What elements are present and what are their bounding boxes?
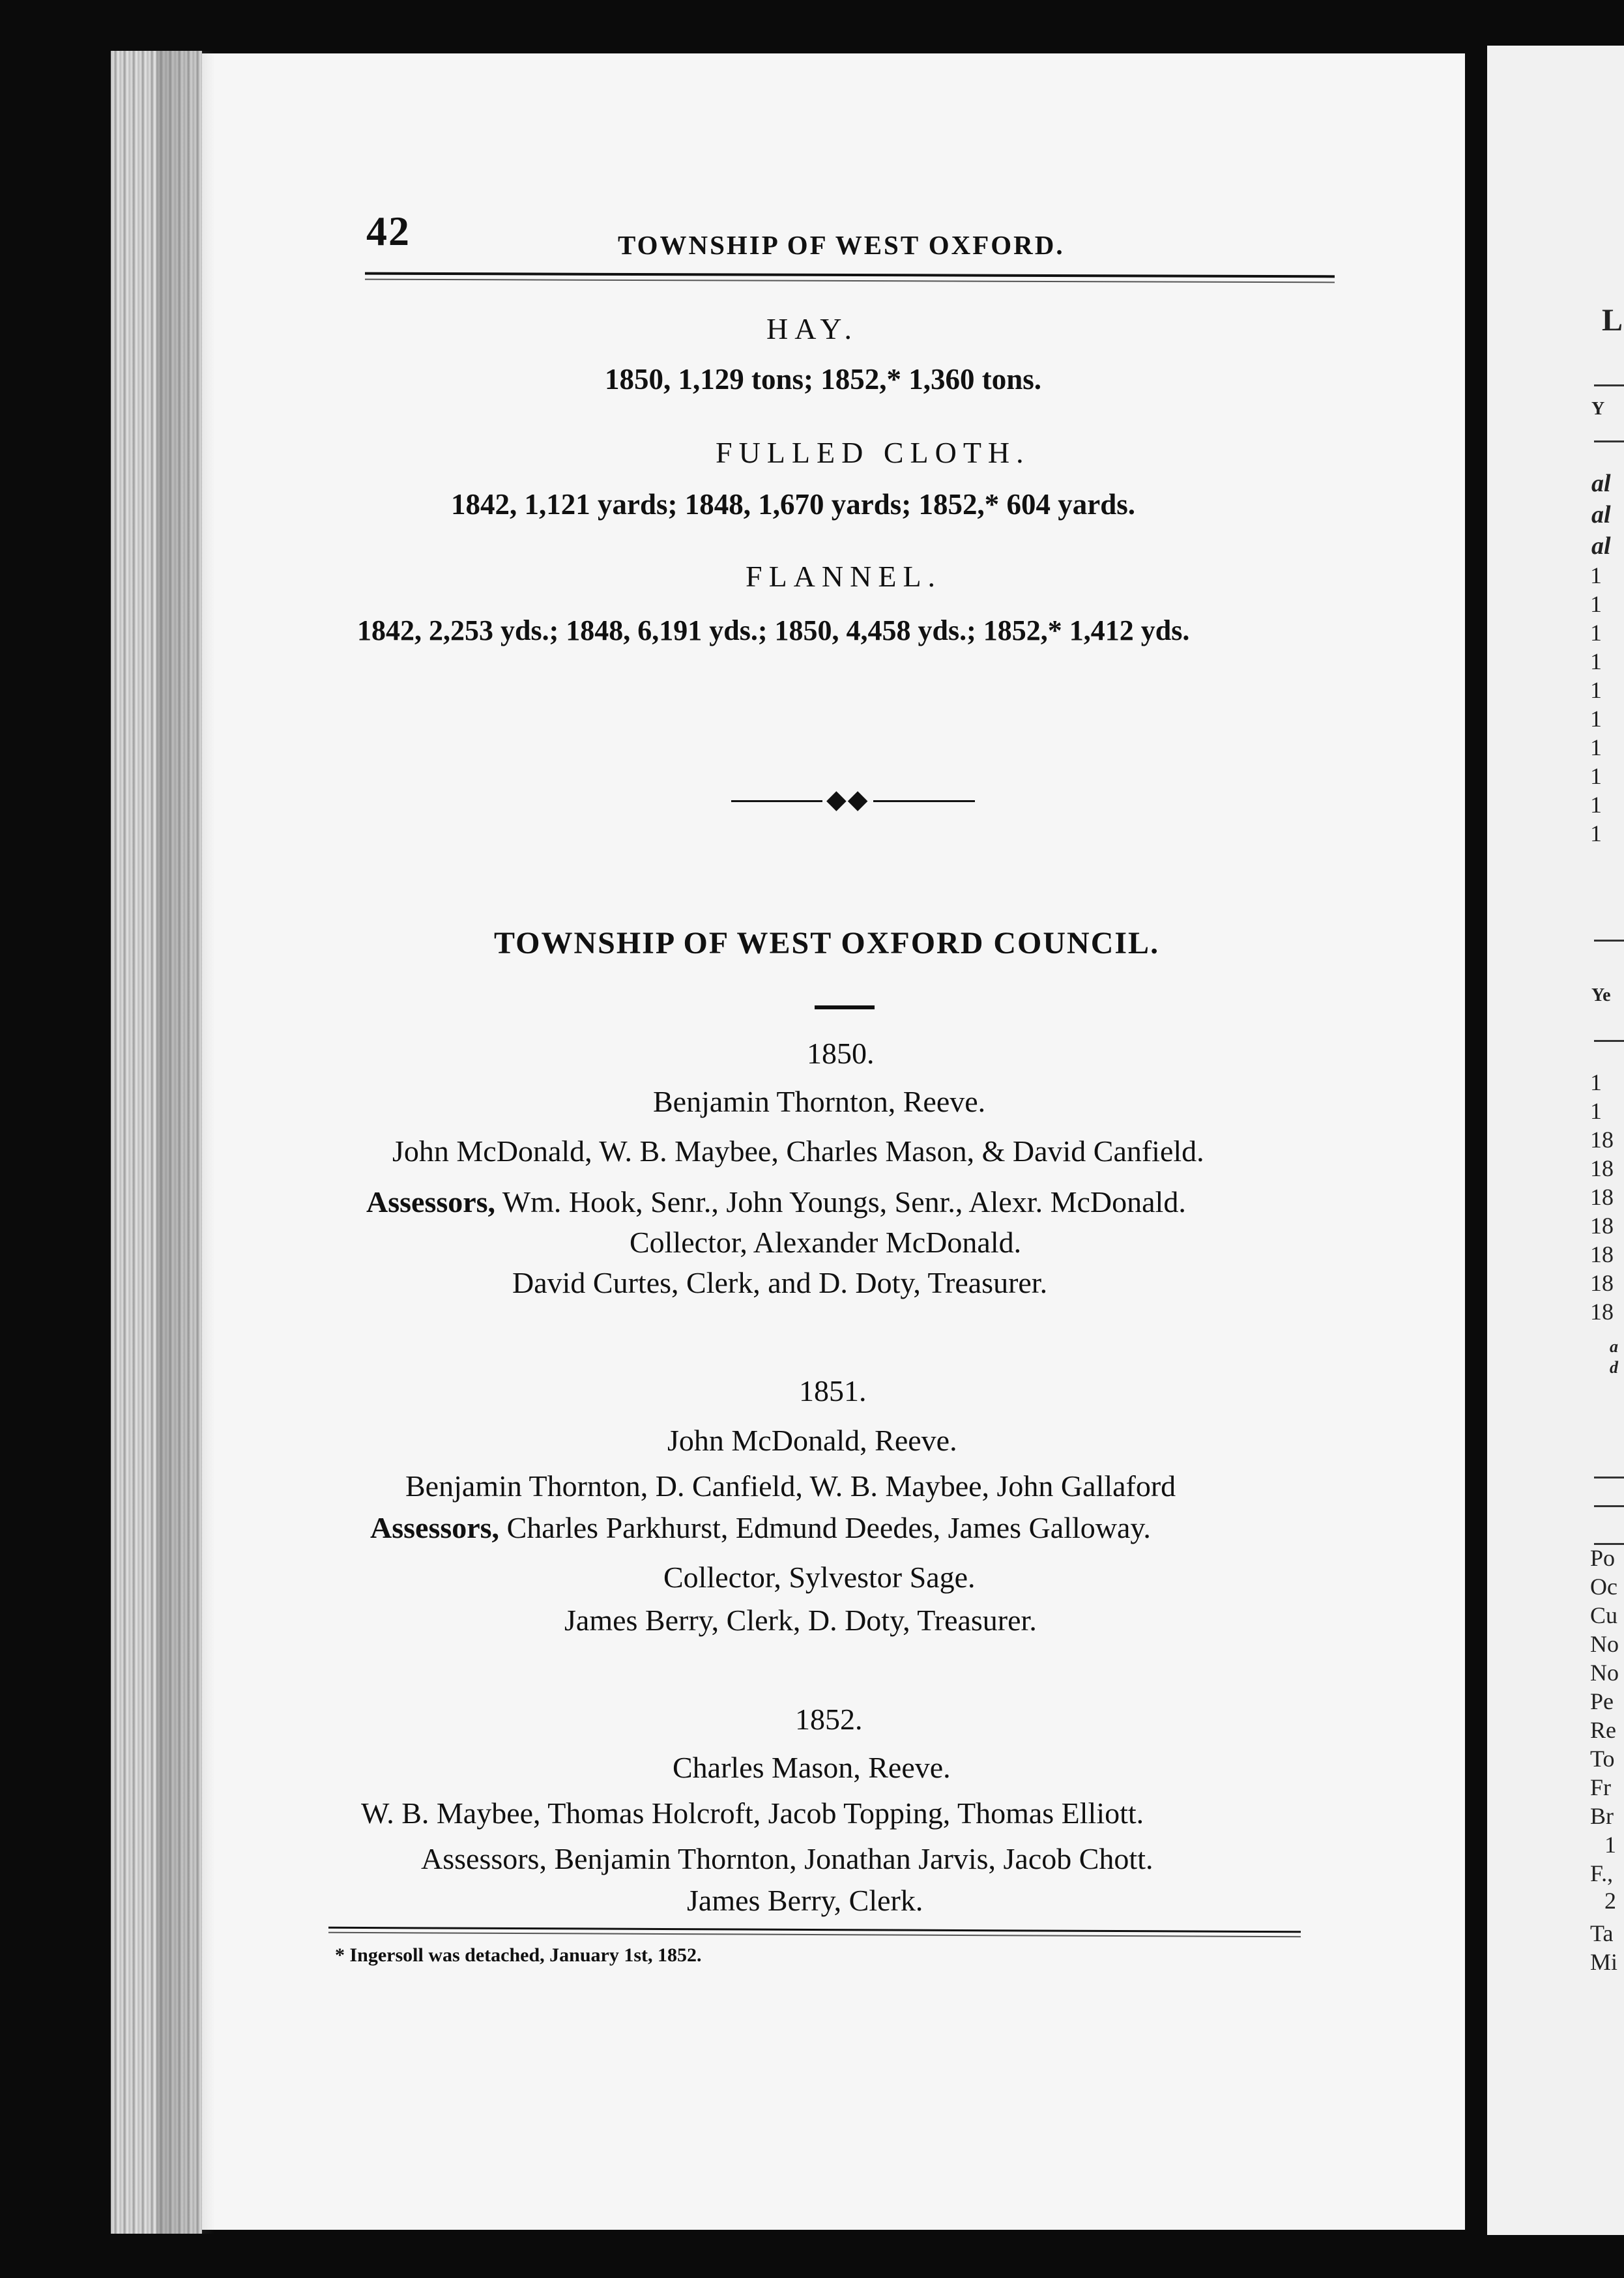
hay-heading: HAY. <box>766 312 859 345</box>
facing-fragment: Ye <box>1591 985 1611 1005</box>
page-number: 42 <box>366 208 411 254</box>
binding-shadow <box>156 51 215 2234</box>
facing-fragment: 1 <box>1590 820 1602 846</box>
council-title-rule <box>815 1005 875 1009</box>
assessors-names-1851: Charles Parkhurst, Edmund Deedes, James Galloway. <box>506 1511 1151 1544</box>
facing-fragment: Ta <box>1590 1920 1614 1946</box>
assessors-names-1850: Wm. Hook, Senr., John Youngs, Senr., Alexr. McDonald. <box>502 1185 1186 1218</box>
facing-fragment: Cu <box>1590 1602 1618 1628</box>
facing-fragment: al <box>1591 501 1611 528</box>
facing-rule <box>1594 940 1624 942</box>
facing-rule <box>1594 440 1624 442</box>
facing-fragment: d <box>1610 1358 1618 1377</box>
facing-fragment: 1 <box>1590 792 1602 818</box>
facing-rule <box>1594 1505 1624 1507</box>
clerk-1851: James Berry, Clerk, D. Doty, Treasurer. <box>564 1604 1037 1637</box>
facing-fragment: Fr <box>1590 1774 1612 1800</box>
council-title: TOWNSHIP OF WEST OXFORD COUNCIL. <box>494 926 1160 960</box>
facing-fragment: 2 <box>1604 1888 1616 1914</box>
facing-fragment: al <box>1591 532 1611 560</box>
clerk-1850: David Curtes, Clerk, and D. Doty, Treasurer. <box>512 1266 1048 1299</box>
assessors-label-1851: Assessors, <box>370 1511 500 1544</box>
facing-fragment: 1 <box>1590 620 1602 646</box>
facing-fragment: F., <box>1590 1860 1614 1886</box>
footnote: * Ingersoll was detached, January 1st, 1852. <box>335 1944 702 1966</box>
year-1850: 1850. <box>807 1037 875 1070</box>
running-title: TOWNSHIP OF WEST OXFORD. <box>618 230 1065 260</box>
facing-fragment: 1 <box>1590 734 1602 760</box>
facing-fragment: Re <box>1590 1717 1616 1743</box>
facing-fragment: 18 <box>1590 1184 1614 1210</box>
facing-fragment: 18 <box>1590 1127 1614 1153</box>
assessors-1852: Assessors, Benjamin Thornton, Jonathan Jarvis, Jacob Chott. <box>421 1842 1153 1875</box>
reeve-1851: John McDonald, Reeve. <box>667 1424 957 1457</box>
facing-fragment: 1 <box>1590 1098 1602 1124</box>
clerk-1852: James Berry, Clerk. <box>687 1884 923 1917</box>
assessors-1851 <box>370 1510 1151 1545</box>
year-1852: 1852. <box>795 1703 863 1736</box>
facing-fragment: 1 <box>1590 706 1602 732</box>
facing-fragment: Po <box>1590 1545 1616 1571</box>
facing-fragment: al <box>1591 470 1611 497</box>
facing-fragment: No <box>1590 1660 1619 1686</box>
fulled-cloth-figures: 1842, 1,121 yards; 1848, 1,670 yards; 1852,* 604 yards. <box>451 488 1136 521</box>
facing-fragment: 1 <box>1590 1069 1602 1095</box>
facing-rule <box>1594 1040 1624 1042</box>
flannel-heading: FLANNEL. <box>746 560 942 593</box>
collector-1850: Collector, Alexander McDonald. <box>630 1226 1022 1259</box>
facing-rule <box>1594 1477 1624 1478</box>
facing-fragment: a <box>1610 1337 1618 1356</box>
hay-figures: 1850, 1,129 tons; 1852,* 1,360 tons. <box>605 363 1042 396</box>
facing-fragment: 1 <box>1590 591 1602 617</box>
facing-fragment: 1 <box>1590 562 1602 588</box>
facing-fragment: No <box>1590 1631 1619 1657</box>
assessors-1850 <box>366 1185 1186 1219</box>
reeve-1850: Benjamin Thornton, Reeve. <box>653 1085 986 1118</box>
flannel-figures: 1842, 2,253 yds.; 1848, 6,191 yds.; 1850, 4,458 yds.; 1852,* 1,412 yds. <box>357 614 1190 646</box>
councillors-1852: W. B. Maybee, Thomas Holcroft, Jacob Topping, Thomas Elliott. <box>361 1796 1144 1830</box>
facing-fragment: 1 <box>1604 1832 1616 1858</box>
facing-fragment: 18 <box>1590 1241 1614 1267</box>
reeve-1852: Charles Mason, Reeve. <box>673 1751 951 1784</box>
facing-fragment: L <box>1602 303 1623 338</box>
facing-fragment: 18 <box>1590 1299 1614 1325</box>
facing-fragment: To <box>1590 1746 1615 1772</box>
assessors-label-1850: Assessors, <box>366 1185 496 1218</box>
facing-fragment: Mi <box>1590 1949 1618 1975</box>
councillors-1851: Benjamin Thornton, D. Canfield, W. B. Maybee, John Gallaford <box>405 1469 1176 1503</box>
facing-fragment: 1 <box>1590 763 1602 789</box>
facing-fragment: 1 <box>1590 648 1602 674</box>
facing-fragment: Pe <box>1590 1688 1614 1714</box>
facing-fragment: 1 <box>1590 677 1602 703</box>
facing-fragment: 18 <box>1590 1155 1614 1181</box>
facing-fragment: Br <box>1590 1803 1614 1829</box>
facing-fragment: 18 <box>1590 1270 1614 1296</box>
fulled-cloth-heading: FULLED CLOTH. <box>716 436 1030 469</box>
collector-1851: Collector, Sylvestor Sage. <box>663 1561 976 1594</box>
facing-rule <box>1594 384 1624 386</box>
councillors-1850: John McDonald, W. B. Maybee, Charles Mason, & David Canfield. <box>392 1134 1204 1168</box>
facing-fragment: Y <box>1591 399 1605 419</box>
year-1851: 1851. <box>799 1374 867 1407</box>
facing-fragment: 18 <box>1590 1213 1614 1239</box>
facing-fragment: Oc <box>1590 1574 1617 1600</box>
book-gutter <box>1465 39 1487 2268</box>
ornament-diamonds: ◆◆ <box>822 784 873 815</box>
